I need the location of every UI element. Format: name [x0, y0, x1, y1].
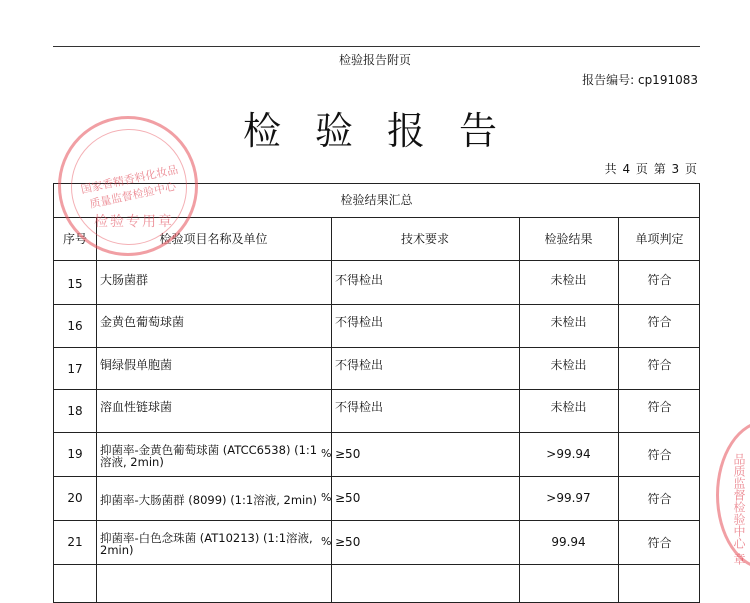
row-no: 19 [67, 447, 83, 461]
row-result: >99.97 [546, 491, 591, 505]
row-item-wrap [96, 520, 321, 564]
row-item: 铜绿假单胞菌 [100, 357, 173, 372]
row-item: 抑菌率-大肠菌群 (8099) (1:1溶液, 2min) [100, 493, 317, 507]
row-requirement: 不得检出 [335, 314, 384, 329]
row-result: 99.94 [551, 535, 586, 549]
row-verdict: 符合 [647, 314, 672, 329]
row-divider [54, 347, 699, 348]
page-title: 检验报告 [242, 109, 531, 153]
row-result: 未检出 [550, 399, 587, 414]
row-divider [54, 304, 699, 305]
inspection-seal-stamp [58, 116, 198, 256]
row-unit: % [321, 491, 332, 504]
row-verdict: 符合 [647, 491, 672, 506]
row-verdict: 符合 [647, 272, 672, 287]
row-unit: % [321, 447, 332, 460]
seal-right-text: 品质监督检验中心 章 [732, 453, 746, 565]
col-header-item: 检验项目名称及单位 [159, 232, 268, 246]
row-item: 大肠菌群 [100, 272, 149, 287]
row-item-wrap [96, 476, 321, 520]
row-no: 16 [67, 319, 83, 333]
seal-bottom-text: 检验专用章 [94, 214, 174, 230]
report-number: 报告编号: cp191083 [582, 73, 698, 87]
row-item: 抑菌率-白色念珠菌 (AT10213) (1:1溶液, 2min) [100, 531, 313, 557]
row-item-wrap [96, 432, 321, 476]
row-no: 17 [67, 362, 83, 376]
row-item: 溶血性链球菌 [100, 399, 173, 414]
row-no: 21 [67, 535, 83, 549]
row-divider [54, 260, 699, 261]
summary-title: 检验结果汇总 [54, 184, 699, 218]
header-rule [53, 46, 700, 47]
row-no: 18 [67, 404, 83, 418]
row-divider [54, 564, 699, 565]
row-requirement: ≥50 [335, 535, 361, 549]
row-result: 未检出 [550, 357, 587, 372]
row-unit: % [321, 535, 332, 548]
row-verdict: 符合 [647, 535, 672, 550]
row-result: 未检出 [550, 314, 587, 329]
row-divider [54, 389, 699, 390]
row-requirement: ≥50 [335, 447, 361, 461]
col-header-requirement: 技术要求 [400, 232, 449, 246]
row-verdict: 符合 [647, 399, 672, 414]
row-requirement: 不得检出 [335, 272, 384, 287]
row-requirement: 不得检出 [335, 357, 384, 372]
row-no: 15 [67, 277, 83, 291]
row-verdict: 符合 [647, 447, 672, 462]
col-header-no: 序号 [62, 232, 87, 246]
row-verdict: 符合 [647, 357, 672, 372]
row-result: >99.94 [546, 447, 591, 461]
page-info: 共 4 页 第 3 页 [604, 162, 698, 176]
col-header-verdict: 单项判定 [635, 232, 684, 246]
row-no: 20 [67, 491, 83, 505]
row-item: 金黄色葡萄球菌 [100, 314, 185, 329]
row-item: 抑菌率-金黄色葡萄球菌 (ATCC6538) (1:1溶液, 2min) [100, 443, 318, 469]
appendix-title: 检验报告附页 [338, 53, 411, 67]
col-header-result: 检验结果 [544, 232, 593, 246]
row-requirement: 不得检出 [335, 399, 384, 414]
seal-stamp-right [716, 420, 750, 570]
row-result: 未检出 [550, 272, 587, 287]
seal-ring-text: 国家香精香料化妆品质量监督检验中心 [79, 163, 180, 211]
row-requirement: ≥50 [335, 491, 361, 505]
